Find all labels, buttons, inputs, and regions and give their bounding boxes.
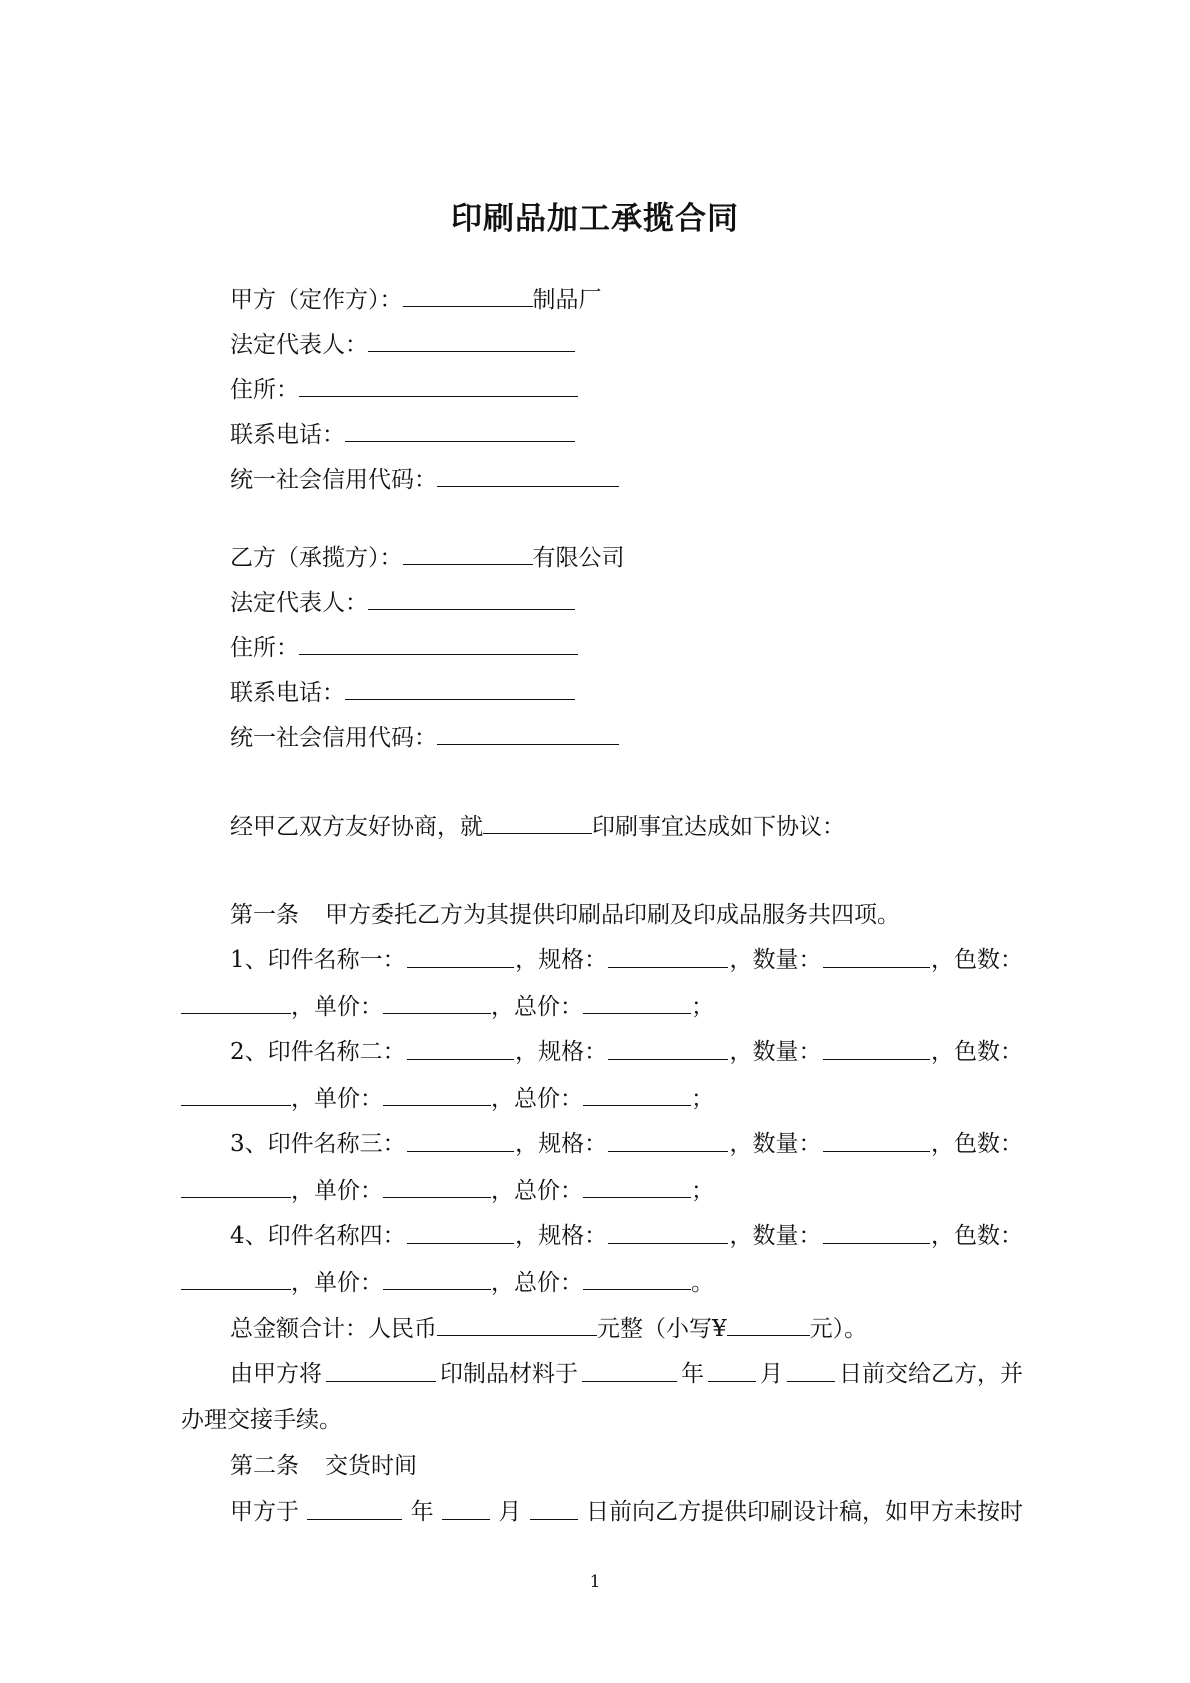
article-2-text: 交货时间 (325, 1453, 417, 1479)
item-2-unit-blank[interactable] (383, 1083, 491, 1106)
party-b-rep-label: 法定代表人： (230, 590, 368, 616)
material-month-blank[interactable] (708, 1359, 756, 1382)
party-a-phone-blank[interactable] (345, 419, 575, 442)
party-a-addr-label: 住所： (230, 377, 299, 403)
party-b-addr-label: 住所： (230, 635, 299, 661)
item-4-end: 。 (691, 1270, 714, 1296)
party-b-phone-blank[interactable] (345, 677, 575, 700)
material-pre: 由甲方将 (230, 1361, 322, 1387)
sum-mid: 元整（小写¥ (597, 1316, 727, 1342)
item-4-qty-label: ，数量： (729, 1223, 822, 1249)
article-2-heading: 第二条 (230, 1453, 299, 1479)
item-2-name-blank[interactable] (407, 1037, 514, 1060)
party-a-rep-line (230, 329, 575, 360)
item-3-color-blank[interactable] (181, 1175, 291, 1198)
item-2-color-blank[interactable] (181, 1083, 291, 1106)
party-b-addr-blank[interactable] (299, 632, 578, 655)
item-2-color-label: ，色数： (930, 1039, 1023, 1065)
item-4-line-1 (230, 1221, 1023, 1251)
page-number: 1 (589, 1572, 601, 1592)
item-4-qty-blank[interactable] (823, 1221, 930, 1244)
party-a-credit-line (230, 464, 619, 495)
party-a-name-blank[interactable] (403, 284, 533, 307)
item-4-unit-label: ，单价： (291, 1270, 383, 1296)
item-1-total-blank[interactable] (583, 991, 691, 1014)
party-b-credit-blank[interactable] (437, 722, 619, 745)
item-1-line-1 (230, 945, 1023, 975)
material-cont: 办理交接手续。 (181, 1407, 342, 1433)
intro-post: 印刷事宜达成如下协议： (592, 814, 845, 840)
item-1-color-blank[interactable] (181, 991, 291, 1014)
material-day-blank[interactable] (787, 1359, 835, 1382)
sum-pre: 总金额合计：人民币 (230, 1316, 437, 1342)
material-year: 年 (681, 1361, 704, 1387)
sum-post: 元）。 (809, 1316, 868, 1342)
article-1-heading: 第一条 (230, 902, 299, 928)
item-2-line-1 (230, 1037, 1023, 1067)
material-mid: 印制品材料于 (440, 1361, 578, 1387)
item-1-end: ； (691, 994, 714, 1020)
sum-line (230, 1313, 867, 1344)
item-2-total-blank[interactable] (583, 1083, 691, 1106)
sum-numeric-blank[interactable] (727, 1313, 810, 1336)
item-4-color-blank[interactable] (181, 1267, 291, 1290)
party-b-rep-line (230, 587, 575, 618)
item-3-unit-label: ，单价： (291, 1178, 383, 1204)
party-b-phone-label: 联系电话： (230, 680, 345, 706)
item-3-unit-blank[interactable] (383, 1175, 491, 1198)
item-2-total-label: ，总价： (491, 1086, 583, 1112)
article-1-line (230, 900, 900, 930)
delivery-year: 年 (410, 1499, 434, 1525)
item-3-total-label: ，总价： (491, 1178, 583, 1204)
material-line-1 (230, 1359, 1023, 1389)
delivery-month: 月 (498, 1499, 522, 1525)
delivery-year-blank[interactable] (307, 1497, 402, 1520)
item-3-total-blank[interactable] (583, 1175, 691, 1198)
item-3-name-label: 3、印件名称三： (230, 1131, 406, 1157)
item-3-end: ； (691, 1178, 714, 1204)
material-line-2 (181, 1405, 342, 1435)
item-3-qty-label: ，数量： (729, 1131, 822, 1157)
material-name-blank[interactable] (326, 1359, 436, 1382)
party-b-label: 乙方（承揽方）： (230, 545, 403, 571)
party-a-phone-line (230, 419, 575, 450)
party-a-addr-line (230, 374, 578, 405)
party-b-rep-blank[interactable] (368, 587, 575, 610)
item-1-spec-label: ，规格： (515, 947, 608, 973)
item-1-qty-label: ，数量： (729, 947, 822, 973)
item-3-name-blank[interactable] (407, 1129, 514, 1152)
item-4-line-2 (181, 1267, 714, 1298)
item-4-name-label: 4、印件名称四： (230, 1223, 406, 1249)
item-1-qty-blank[interactable] (823, 945, 930, 968)
item-1-unit-blank[interactable] (383, 991, 491, 1014)
party-a-phone-label: 联系电话： (230, 422, 345, 448)
party-b-credit-line (230, 722, 619, 753)
material-year-blank[interactable] (582, 1359, 677, 1382)
item-4-name-blank[interactable] (407, 1221, 514, 1244)
item-3-spec-blank[interactable] (608, 1129, 728, 1152)
item-1-unit-label: ，单价： (291, 994, 383, 1020)
material-day: 日前交给乙方，并 (839, 1361, 1023, 1387)
item-3-line-2 (181, 1175, 714, 1206)
delivery-day-blank[interactable] (530, 1497, 578, 1520)
delivery-line (230, 1497, 1023, 1527)
material-month: 月 (760, 1361, 783, 1387)
party-b-addr-line (230, 632, 578, 663)
item-3-qty-blank[interactable] (823, 1129, 930, 1152)
item-2-line-2 (181, 1083, 714, 1114)
item-2-spec-label: ，规格： (515, 1039, 608, 1065)
delivery-pre: 甲方于 (230, 1499, 299, 1525)
party-b-name-blank[interactable] (403, 542, 533, 565)
item-4-unit-blank[interactable] (383, 1267, 491, 1290)
item-2-unit-label: ，单价： (291, 1086, 383, 1112)
item-1-color-label: ，色数： (930, 947, 1023, 973)
party-b-suffix: 有限公司 (532, 545, 625, 571)
party-b-line (230, 542, 625, 573)
document-title: 印刷品加工承揽合同 (451, 201, 739, 237)
intro-line (230, 811, 845, 842)
item-4-spec-label: ，规格： (515, 1223, 608, 1249)
party-a-line (230, 284, 602, 315)
item-4-color-label: ，色数： (930, 1223, 1023, 1249)
item-1-name-blank[interactable] (407, 945, 514, 968)
item-1-name-label: 1、印件名称一： (230, 947, 406, 973)
item-4-total-label: ，总价： (491, 1270, 583, 1296)
party-a-rep-blank[interactable] (368, 329, 575, 352)
item-2-spec-blank[interactable] (608, 1037, 728, 1060)
article-1-text: 甲方委托乙方为其提供印刷品印刷及印成品服务共四项。 (325, 902, 900, 928)
party-b-phone-line (230, 677, 575, 708)
item-1-total-label: ，总价： (491, 994, 583, 1020)
item-4-spec-blank[interactable] (608, 1221, 728, 1244)
item-3-spec-label: ，规格： (515, 1131, 608, 1157)
item-3-color-label: ，色数： (930, 1131, 1023, 1157)
item-3-line-1 (230, 1129, 1023, 1159)
party-a-addr-blank[interactable] (299, 374, 578, 397)
item-2-end: ； (691, 1086, 714, 1112)
intro-pre: 经甲乙双方友好协商，就 (230, 814, 483, 840)
item-2-qty-label: ，数量： (729, 1039, 822, 1065)
party-a-label: 甲方（定作方）： (230, 287, 403, 313)
item-2-qty-blank[interactable] (823, 1037, 930, 1060)
item-1-line-2 (181, 991, 714, 1022)
item-1-spec-blank[interactable] (608, 945, 728, 968)
delivery-post: 日前向乙方提供印刷设计稿，如甲方未按时 (585, 1499, 1023, 1525)
article-2-line (230, 1451, 417, 1481)
party-a-credit-blank[interactable] (437, 464, 619, 487)
party-a-suffix: 制品厂 (532, 287, 602, 313)
delivery-month-blank[interactable] (442, 1497, 490, 1520)
party-b-credit-label: 统一社会信用代码： (230, 725, 437, 751)
item-2-name-label: 2、印件名称二： (230, 1039, 406, 1065)
party-a-credit-label: 统一社会信用代码： (230, 467, 437, 493)
sum-capital-blank[interactable] (437, 1313, 597, 1336)
item-4-total-blank[interactable] (583, 1267, 691, 1290)
party-a-rep-label: 法定代表人： (230, 332, 368, 358)
intro-subject-blank[interactable] (483, 811, 592, 834)
